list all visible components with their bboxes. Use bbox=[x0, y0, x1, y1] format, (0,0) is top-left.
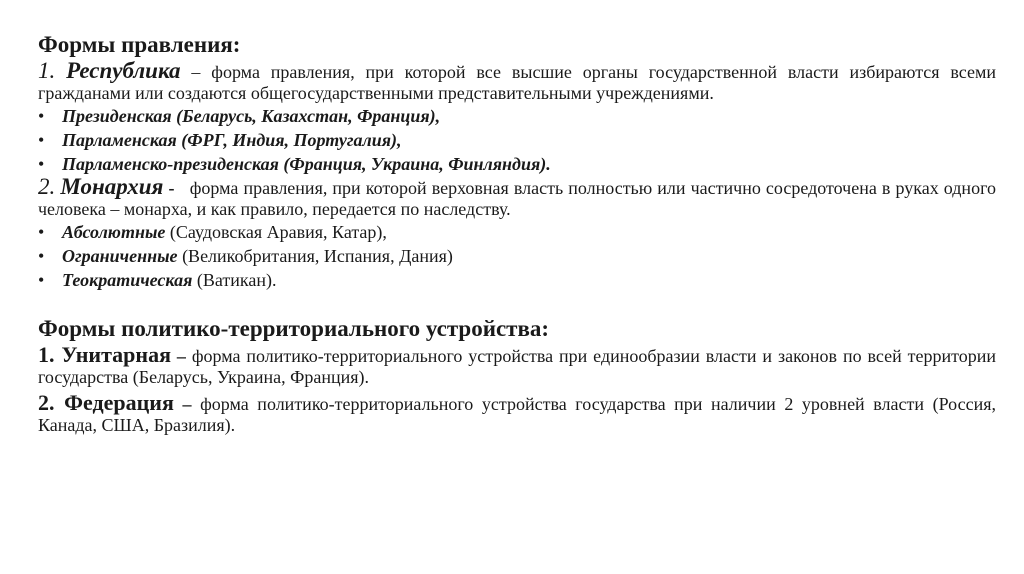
bullet-icon: • bbox=[38, 222, 45, 242]
monarchy-number: 2. bbox=[38, 174, 56, 199]
list-item bbox=[38, 104, 996, 128]
slide-content bbox=[38, 30, 996, 436]
republic-type-text: Президенская (Беларусь, Казахстан, Франция), bbox=[62, 106, 441, 126]
bullet-icon: • bbox=[38, 246, 45, 266]
republic-type-text: Парламенская (ФРГ, Индия, Португалия), bbox=[62, 130, 402, 150]
federation-dash: – bbox=[173, 394, 201, 414]
monarchy-paragraph bbox=[38, 176, 996, 220]
monarchy-definition: форма правления, при которой верховная власть полностью или частично сосредоточена в руках одного человека – монарха, и как правило, передается по наследству. bbox=[38, 178, 997, 219]
list-item bbox=[38, 152, 996, 176]
federation-label: 2. Федерация bbox=[38, 390, 174, 415]
monarchy-term: Монархия bbox=[60, 174, 164, 199]
list-item bbox=[38, 128, 996, 152]
unitary-paragraph bbox=[38, 344, 996, 388]
bullet-icon: • bbox=[38, 130, 45, 150]
federation-definition: форма политико-территориального устройства государства при наличии 2 уровней власти (Россия, Канада, США, Бразилия). bbox=[38, 394, 996, 435]
republic-type-text: Парламенско-президенская (Франция, Украина, Финляндия). bbox=[62, 154, 551, 174]
republic-types-list bbox=[38, 104, 996, 176]
republic-dash: – bbox=[180, 62, 212, 82]
forms-of-government-heading: Формы правления: bbox=[38, 32, 241, 57]
bullet-icon: • bbox=[38, 106, 45, 126]
bullet-icon: • bbox=[38, 154, 45, 174]
monarchy-types-list bbox=[38, 220, 996, 292]
monarchy-type-term: Абсолютные bbox=[62, 222, 166, 242]
list-item bbox=[38, 244, 996, 268]
monarchy-type-detail: (Саудовская Аравия, Катар), bbox=[165, 222, 387, 242]
unitary-dash: – bbox=[171, 346, 192, 366]
monarchy-type-term: Теократическая bbox=[62, 270, 193, 290]
unitary-label: 1. Унитарная bbox=[38, 342, 171, 367]
republic-definition: форма правления, при которой все высшие органы государственной власти избираются всеми гражданами или создаются общегосударственными представительными учреждениями. bbox=[38, 62, 997, 103]
section-spacer bbox=[38, 292, 996, 314]
monarchy-type-term: Ограниченные bbox=[62, 246, 178, 266]
monarchy-type-detail: (Ватикан). bbox=[192, 270, 277, 290]
territorial-structure-heading: Формы политико-территориального устройства: bbox=[38, 316, 550, 341]
bullet-icon: • bbox=[38, 270, 45, 290]
federation-paragraph bbox=[38, 392, 996, 436]
list-item bbox=[38, 220, 996, 244]
monarchy-type-detail: (Великобритания, Испания, Дания) bbox=[177, 246, 453, 266]
republic-paragraph bbox=[38, 60, 996, 104]
monarchy-dash: - bbox=[163, 178, 180, 198]
republic-number: 1. bbox=[38, 58, 56, 83]
list-item bbox=[38, 268, 996, 292]
unitary-definition: форма политико-территориального устройства при единообразии власти и законов по всей территории государства (Беларусь, Украина, Франция). bbox=[38, 346, 997, 387]
republic-term: Республика bbox=[66, 58, 181, 83]
